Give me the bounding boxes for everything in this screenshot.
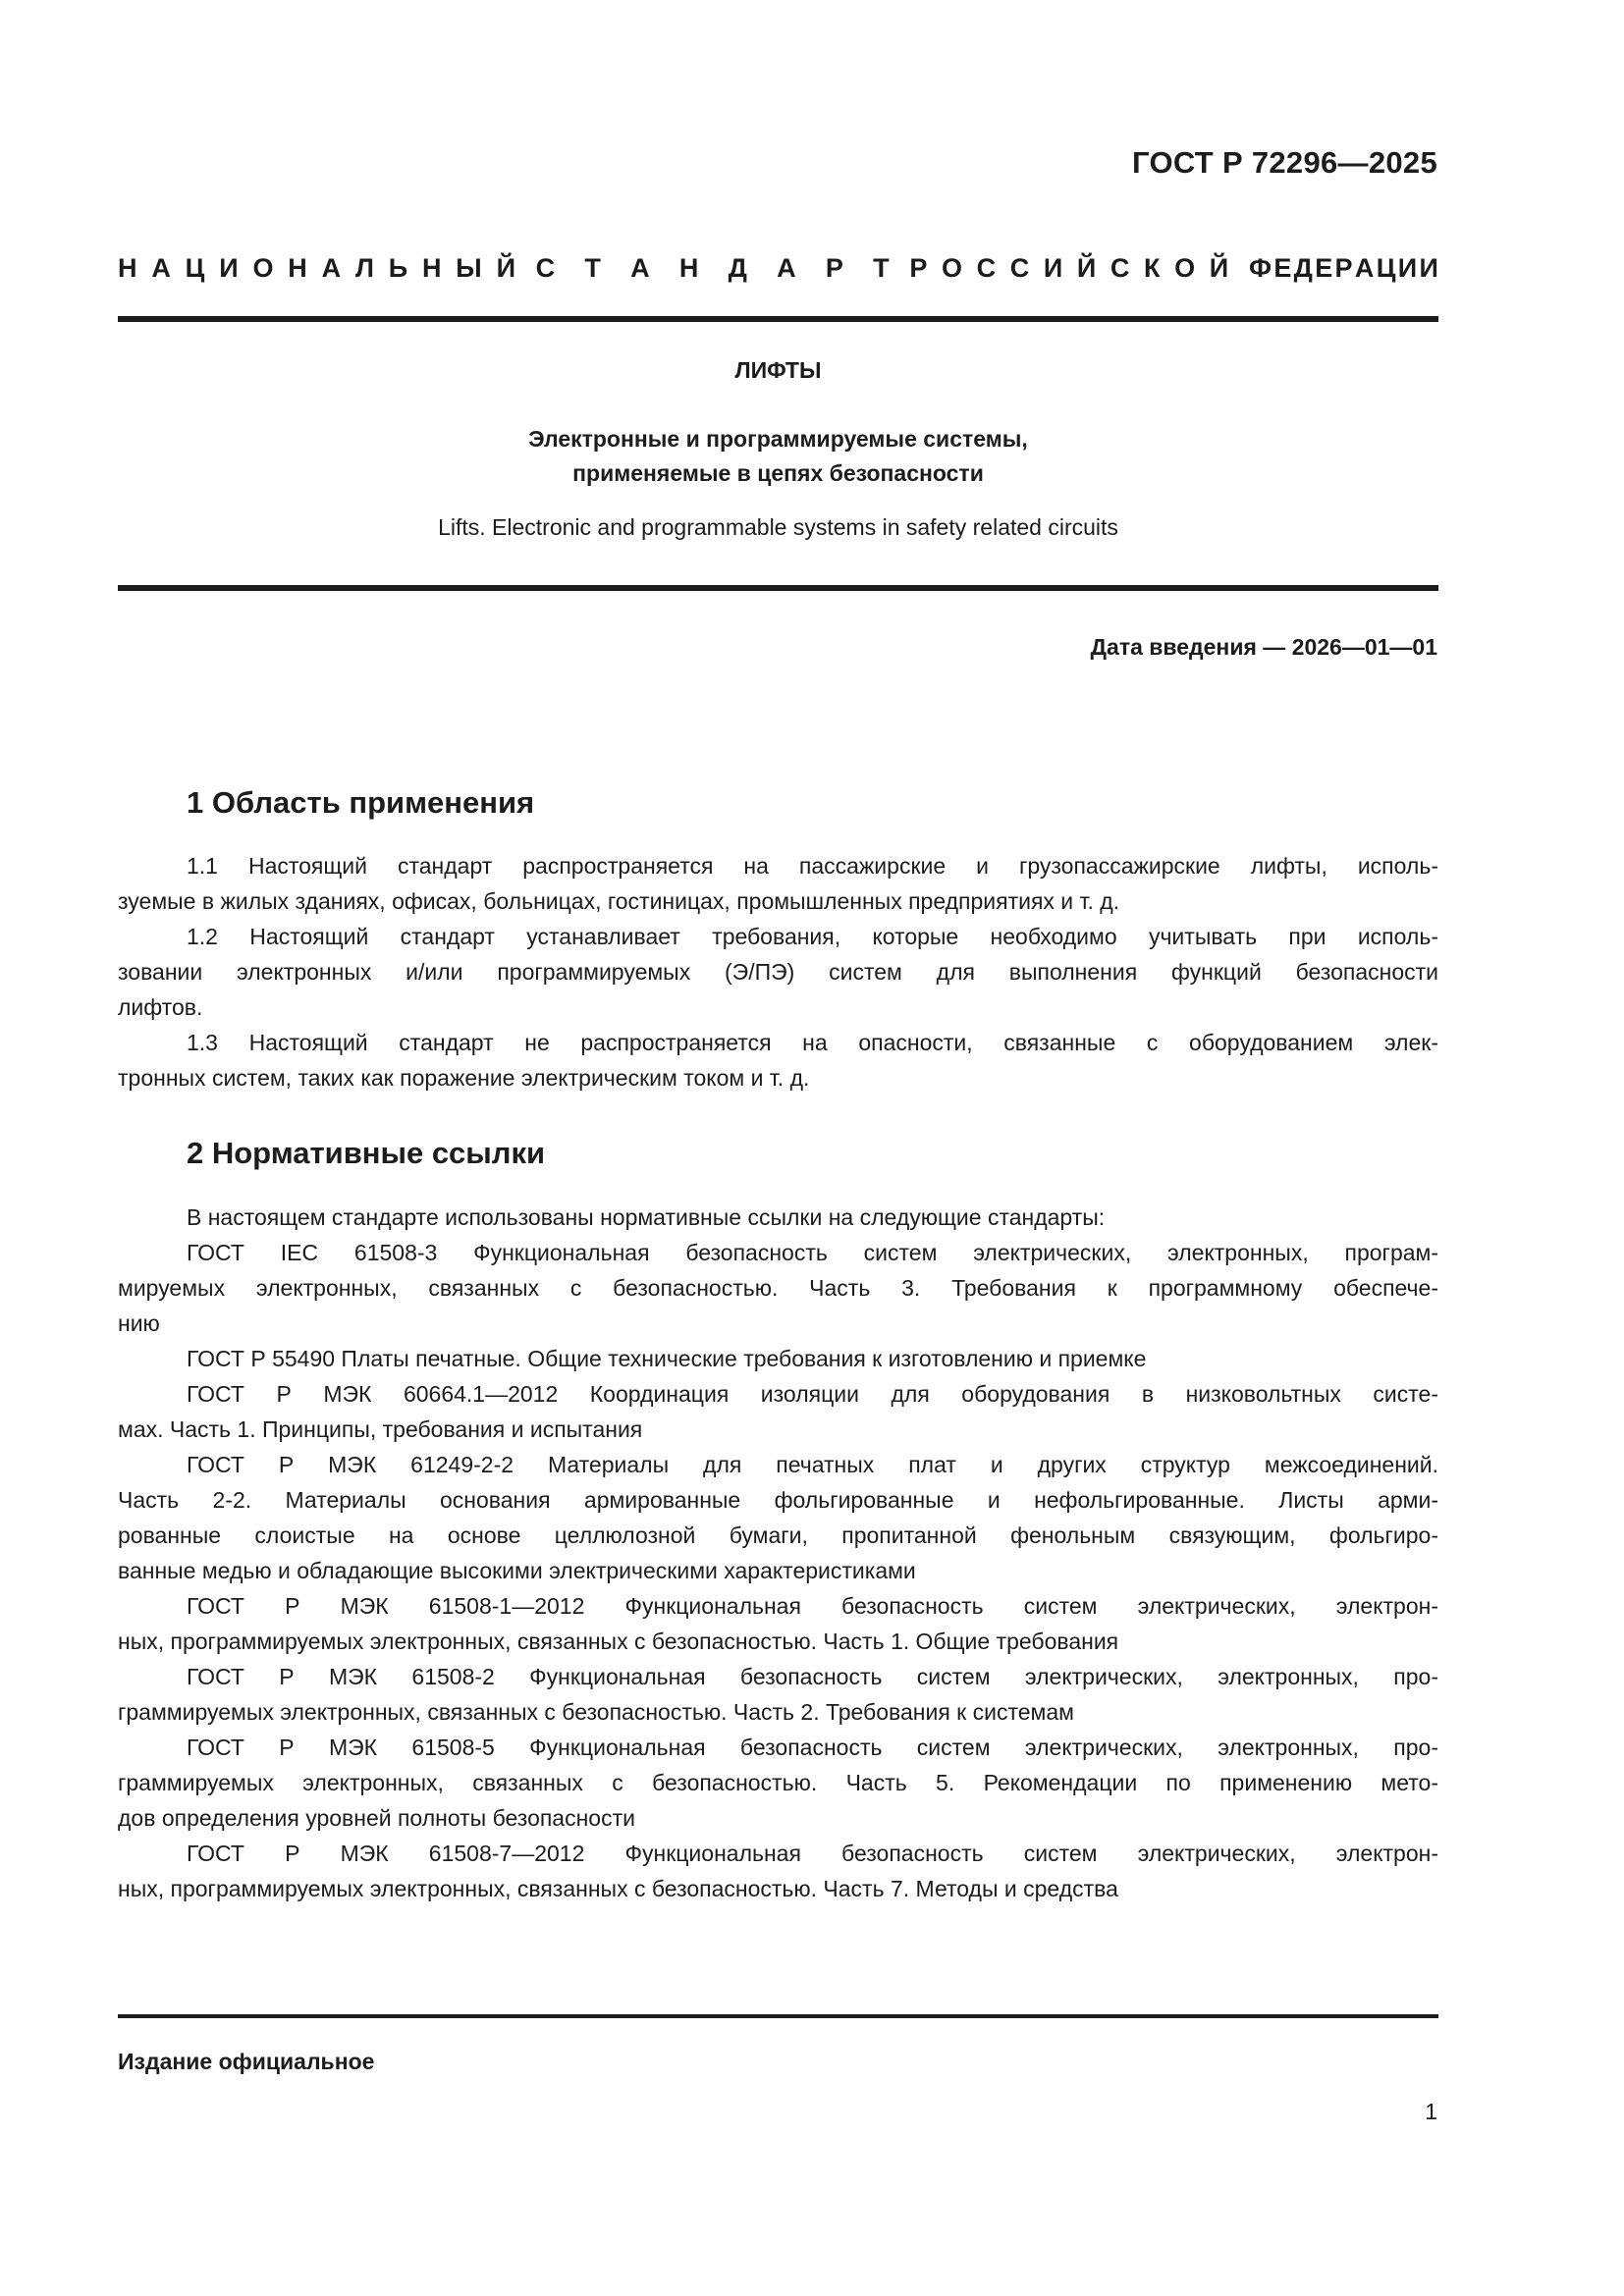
banner-word: С Т А Н Д А Р Т [535, 253, 890, 283]
text-line: нию [118, 1310, 160, 1336]
text-line: 1.1 Настоящий стандарт распространяется на пассажирские и грузопассажирские лифты, исполь- [187, 853, 1438, 879]
document-number: ГОСТ Р 72296—2025 [1132, 145, 1437, 180]
text-line: ГОСТ Р МЭК 61508-7—2012 Функциональная безопасность систем электрических, электрон- [187, 1841, 1438, 1866]
text-line: дов определения уровней полноты безопасности [118, 1805, 635, 1831]
title-main: ЛИФТЫ [734, 357, 822, 383]
edition-label: Издание официальное [118, 2049, 375, 2074]
text-line: ванные медью и обладающие высокими электрическими характеристиками [118, 1558, 916, 1583]
text-line: ГОСТ Р 55490 Платы печатные. Общие технические требования к изготовлению и приемке [187, 1346, 1147, 1371]
text-line: ГОСТ Р МЭК 60664.1—2012 Координация изоляции для оборудования в низковольтных систе- [187, 1381, 1438, 1407]
text-line: ГОСТ Р МЭК 61508-1—2012 Функциональная безопасность систем электрических, электрон- [187, 1593, 1438, 1619]
text-line: лифтов. [118, 994, 203, 1020]
normative-references [118, 1200, 1438, 1906]
text-line: ГОСТ Р МЭК 61508-5 Функциональная безопасность систем электрических, электронных, про- [187, 1735, 1438, 1760]
text-line: В настоящем стандарте использованы нормативные ссылки на следующие стандарты: [187, 1204, 1106, 1230]
text-line: ных, программируемых электронных, связанных с безопасностью. Часть 1. Общие требования [118, 1629, 1119, 1654]
text-line: зуемые в жилых зданиях, офисах, больницах, гостиницах, промышленных предприятиях и т. д. [118, 888, 1120, 914]
section-2-heading: 2 Нормативные ссылки [187, 1136, 546, 1170]
text-line: тронных систем, таких как поражение электрическим током и т. д. [118, 1065, 810, 1091]
subtitle-line: применяемые в цепях безопасности [572, 460, 984, 486]
text-line: ГОСТ Р МЭК 61508-2 Функциональная безопасность систем электрических, электронных, про- [187, 1664, 1438, 1689]
text-line: граммируемых электронных, связанных с безопасностью. Часть 5. Рекомендации по применению мето- [118, 1770, 1438, 1795]
text-line: Часть 2-2. Материалы основания армированные фольгированные и нефольгированные. Листы арми- [118, 1487, 1438, 1513]
clause-1-2 [118, 919, 1438, 1025]
clause-1-1 [118, 848, 1438, 919]
text-line: 1.3 Настоящий стандарт не распространяется на опасности, связанные с оборудованием элек- [187, 1030, 1438, 1055]
page-number: 1 [1425, 2099, 1437, 2124]
subtitle-line: Электронные и программируемые системы, [528, 426, 1028, 452]
text-line: граммируемых электронных, связанных с безопасностью. Часть 2. Требования к системам [118, 1699, 1074, 1725]
title-divider [118, 585, 1438, 591]
national-standard-banner [118, 253, 1438, 284]
text-line: рованные слоистые на основе целлюлозной бумаги, пропитанной фенольным связующим, фольгиро- [118, 1522, 1438, 1548]
text-line: зовании электронных и/или программируемых (Э/ПЭ) систем для выполнения функций безопасности [118, 959, 1438, 985]
banner-word: Н А Ц И О Н А Л Ь Н Ы Й [118, 253, 515, 283]
text-line: ГОСТ Р МЭК 61249-2-2 Материалы для печатных плат и других структур межсоединений. [187, 1452, 1438, 1477]
text-line: ных, программируемых электронных, связанных с безопасностью. Часть 7. Методы и средства [118, 1876, 1118, 1901]
clause-1-3 [118, 1025, 1438, 1095]
section-1-heading: 1 Область применения [187, 785, 535, 820]
top-divider [118, 316, 1438, 322]
title-english: Lifts. Electronic and programmable systems in safety related circuits [438, 514, 1118, 540]
footer-divider [118, 2014, 1438, 2018]
banner-word: Ф Е Д Е Р А Ц И И [1248, 253, 1438, 283]
text-line: мируемых электронных, связанных с безопасностью. Часть 3. Требования к программному обеспече- [118, 1275, 1438, 1301]
text-line: 1.2 Настоящий стандарт устанавливает требования, которые необходимо учитывать при исполь- [187, 924, 1438, 949]
title-subtitle [118, 422, 1438, 491]
banner-word: Р О С С И Й С К О Й [909, 253, 1229, 283]
introduction-date: Дата введения — 2026—01—01 [1090, 634, 1437, 660]
text-line: ГОСТ IEC 61508-3 Функциональная безопасность систем электрических, электронных, програм- [187, 1240, 1438, 1265]
text-line: мах. Часть 1. Принципы, требования и испытания [118, 1416, 643, 1442]
